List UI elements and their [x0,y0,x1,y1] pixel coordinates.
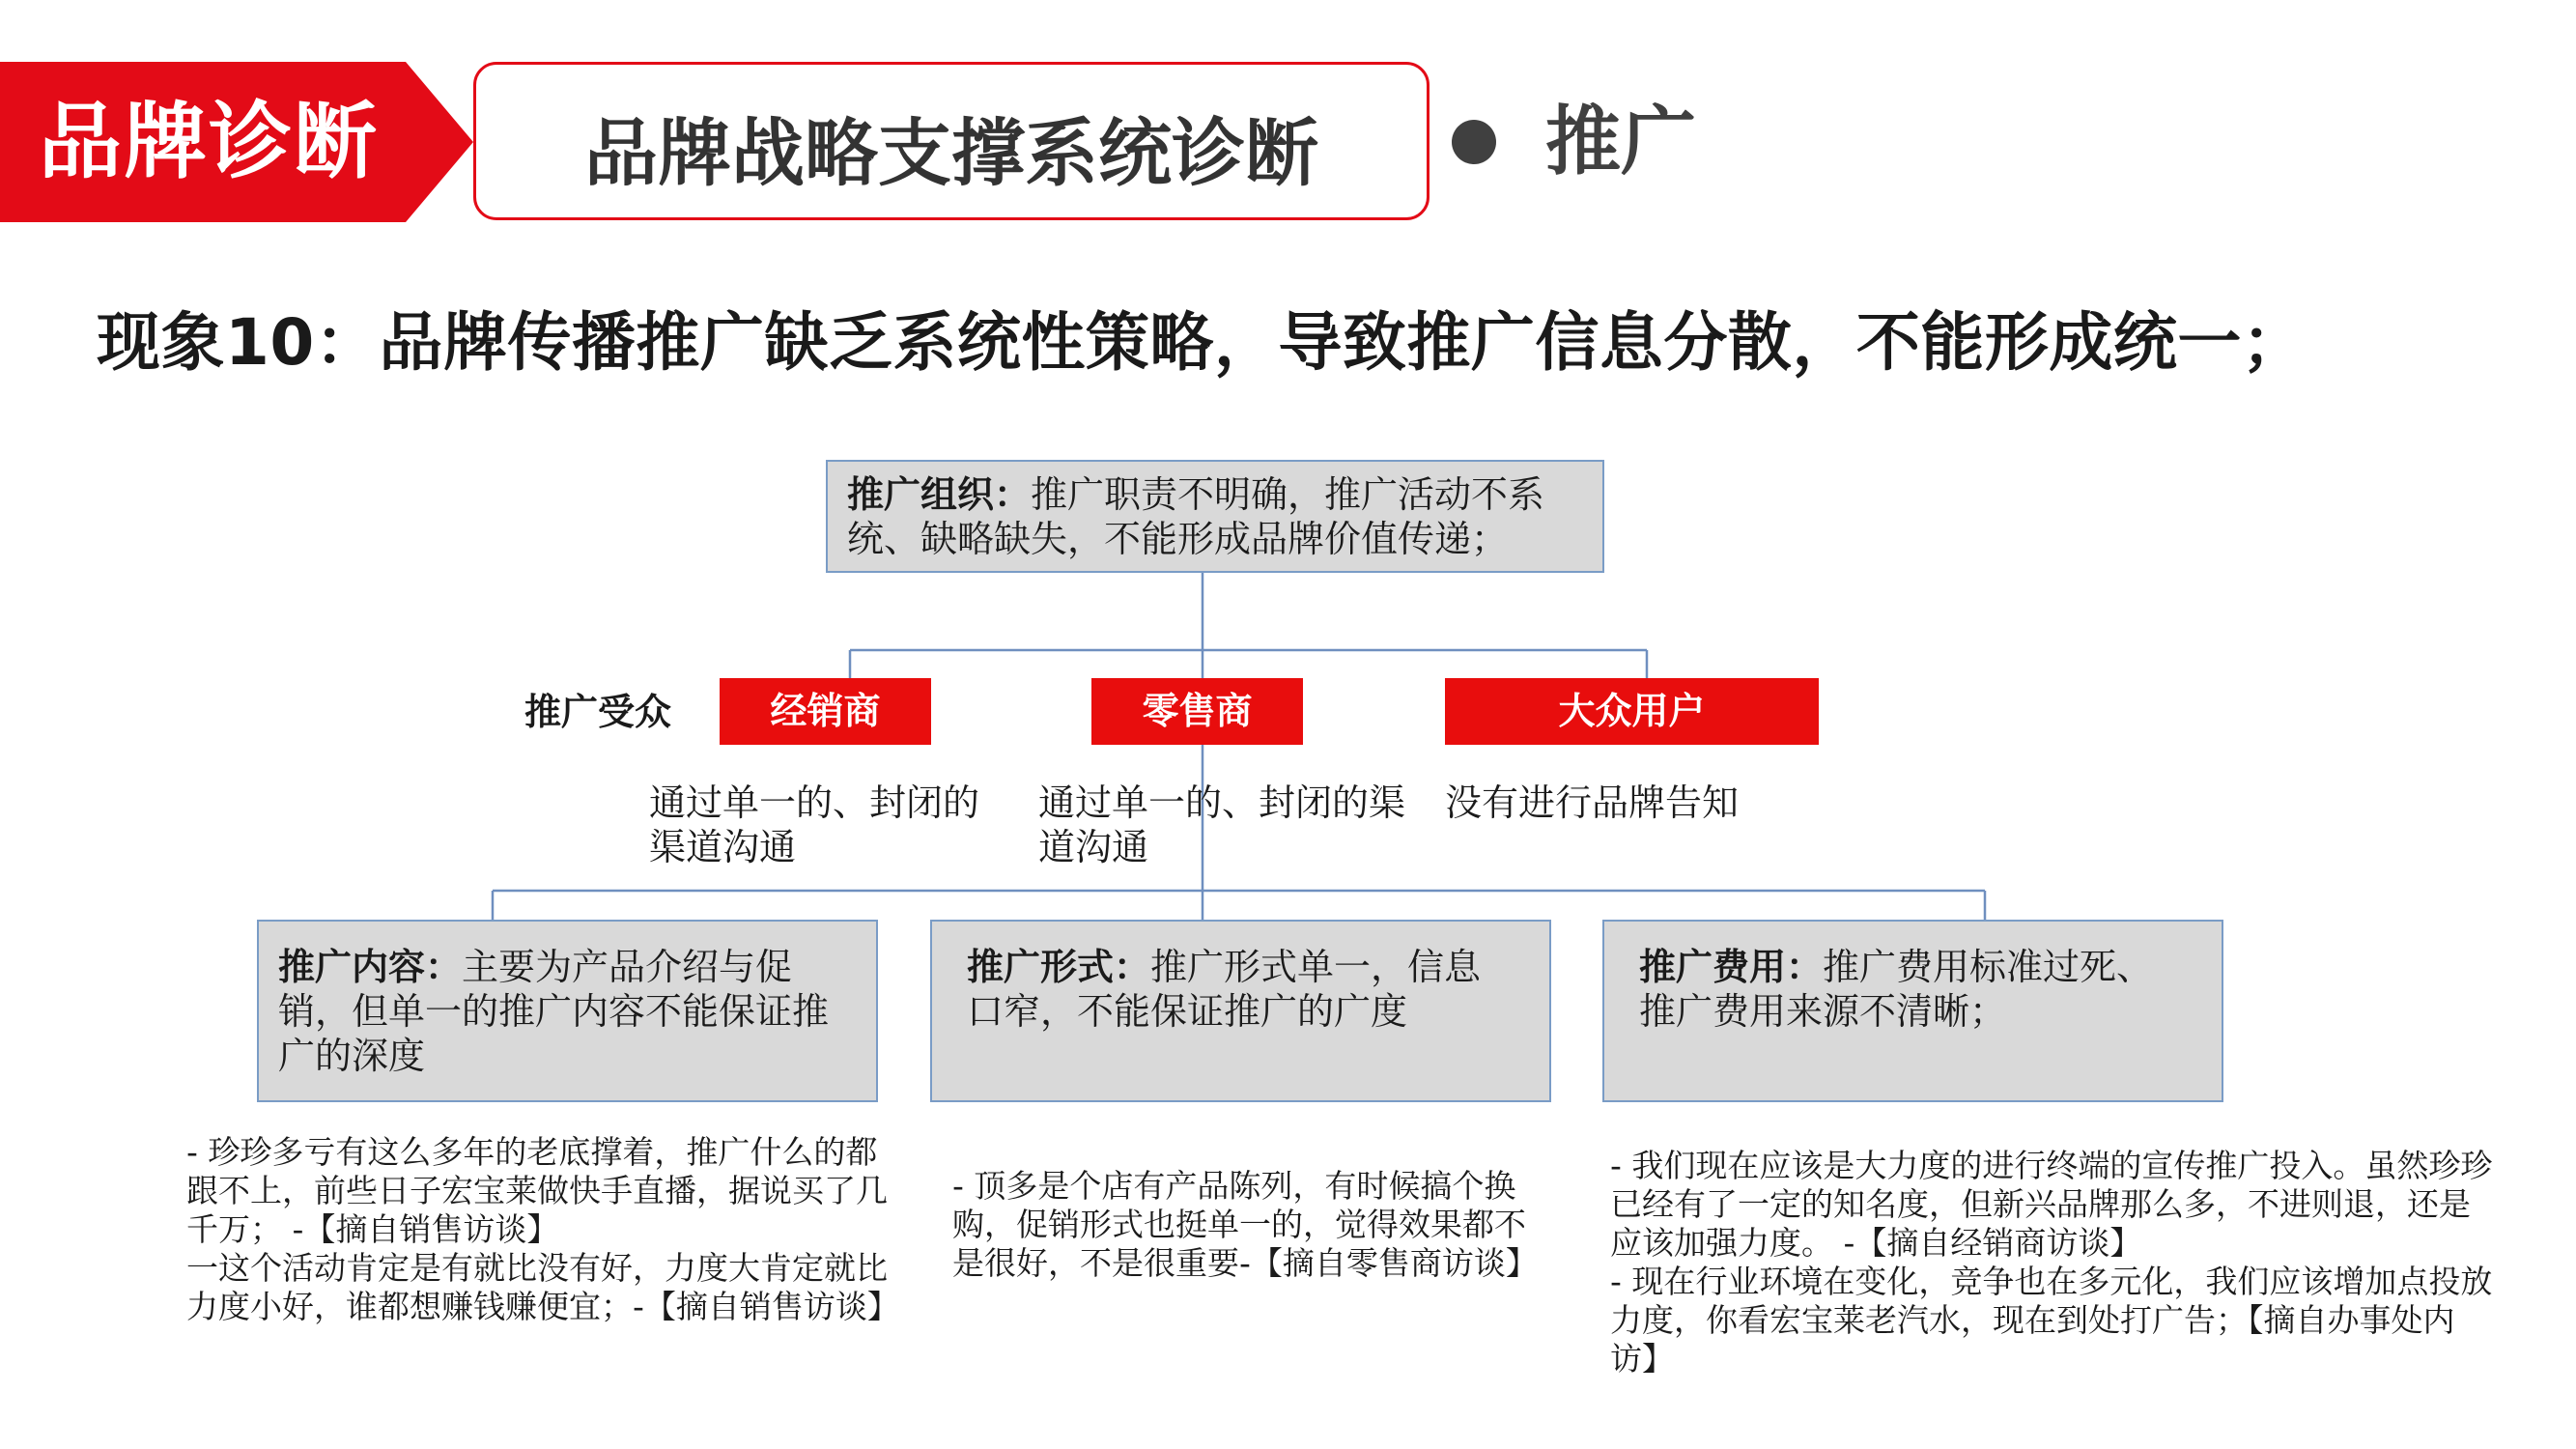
org-text: 推广职责不明确，推广活动不系统、缺略缺失，不能形成品牌价值传递； [847,473,1545,560]
quote-item: 一这个活动肯定是有就比没有好，力度大肯定就比力度小好，谁都想赚钱赚便宜；-【摘自销售访谈】 [186,1249,899,1325]
org-box [826,460,1604,573]
content-label: 推广内容： [278,946,463,988]
fee-box [1602,920,2223,1102]
headline: 现象10：品牌传播推广缺乏系统性策略，导致推广信息分散，不能形成统一； [97,305,2307,380]
quote-item: - 我们现在应该是大力度的进行终端的宣传推广投入。虽然珍珍已经有了一定的知名度，但新兴品牌那么多，不进则退，还是应该加强力度。 -【摘自经销商访谈】 [1610,1147,2493,1262]
page-title: 品牌战略支撑系统诊断 [584,109,1318,196]
fee-label: 推广费用： [1639,946,1824,988]
content-text: 主要为产品介绍与促销，但单一的推广内容不能保证推广的深度 [278,946,830,1077]
form-box [930,920,1551,1102]
quote-item: - 现在行业环境在变化，竞争也在多元化，我们应该增加点投放力度，你看宏宝莱老汽水，现在到处打广告；【摘自办事处内访】 [1610,1263,2493,1378]
quote-item: - 珍珍多亏有这么多年的老底撑着，推广什么的都跟不上，前些日子宏宝莱做快手直播，据说买了几千万； -【摘自销售访谈】 [186,1133,888,1248]
content-box [257,920,878,1102]
fee-quotes [1610,1147,2499,1378]
audience-tag-public: 大众用户 [1445,678,1819,745]
audience-desc-retailer: 通过单一的、封闭的渠道沟通 [1038,781,1406,868]
form-label: 推广形式： [967,946,1151,988]
audience-desc-dealer: 通过单一的、封闭的渠道沟通 [649,781,980,868]
form-quotes [952,1167,1551,1283]
org-label: 推广组织： [847,473,1032,516]
audience-label: 推广受众 [524,691,672,733]
topic-label: 推广 [1545,99,1697,185]
audience-tag-dealer: 经销商 [720,678,931,745]
fee-text: 推广费用标准过死、推广费用来源不清晰； [1639,946,2154,1033]
audience-desc-public: 没有进行品牌告知 [1445,781,1740,824]
content-quotes [186,1133,901,1326]
audience-tag-retailer: 零售商 [1091,678,1303,745]
quote-item: - 顶多是个店有产品陈列，有时候搞个换购，促销形式也挺单一的，觉得效果都不是很好，不是很重要-【摘自零售商访谈】 [952,1167,1538,1282]
form-text: 推广形式单一，信息口窄，不能保证推广的广度 [967,946,1482,1033]
section-label: 品牌诊断 [39,94,379,190]
